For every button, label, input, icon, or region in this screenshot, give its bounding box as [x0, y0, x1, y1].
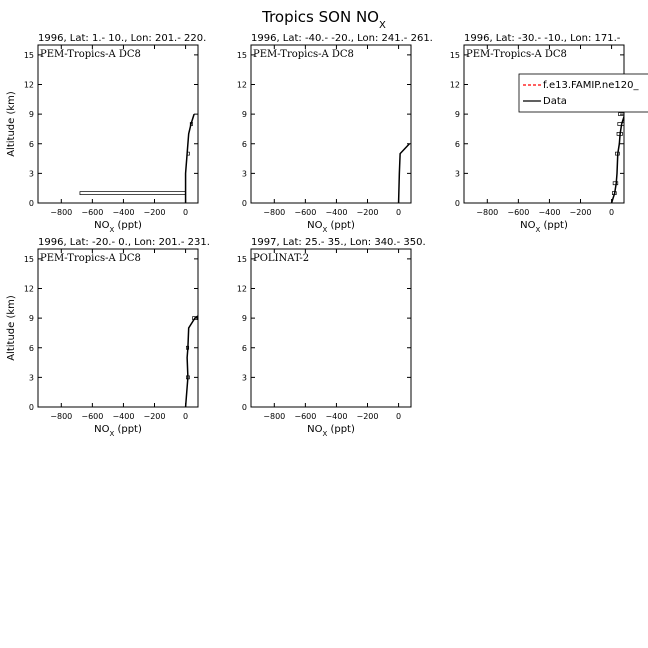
- x-axis-label: $NO_X$ (ppt): [94, 424, 142, 438]
- x-axis-label: $NO_X$ (ppt): [307, 220, 355, 234]
- y-tick-label: 15: [236, 50, 247, 60]
- x-tick-label: −600: [294, 412, 317, 421]
- y-axis-label: Altitude (km): [6, 91, 17, 157]
- campaign-label: PEM-Tropics-A DC8: [253, 49, 354, 60]
- panel-3: [450, 33, 634, 234]
- x-axis-label: $NO_X$ (ppt): [520, 220, 568, 234]
- x-tick-label: 0: [396, 208, 402, 217]
- panels: [6, 33, 648, 438]
- y-tick-label: 3: [241, 169, 247, 179]
- panel-4: [6, 237, 214, 438]
- y-tick-label: 6: [28, 343, 34, 353]
- x-tick-label: −200: [356, 412, 379, 421]
- x-axis-label: $NO_X$ (ppt): [307, 424, 355, 438]
- y-tick-label: 15: [236, 254, 247, 264]
- y-axis-label: Altitude (km): [6, 295, 17, 361]
- x-tick-label: −200: [356, 208, 379, 217]
- y-tick-label: 0: [28, 403, 34, 412]
- y-tick-label: 0: [241, 199, 247, 208]
- data-layer: [612, 103, 634, 203]
- campaign-label: PEM-Tropics-A DC8: [466, 49, 567, 60]
- range-bar: [204, 307, 214, 310]
- y-tick-label: 3: [28, 373, 34, 383]
- y-tick-label: 6: [28, 139, 34, 149]
- figure-title: Tropics SON $NO_X$: [262, 8, 386, 31]
- panel-1: [6, 33, 206, 234]
- range-bar: [80, 192, 186, 195]
- campaign-label: PEM-Tropics-A DC8: [40, 253, 141, 264]
- y-tick-label: 12: [236, 284, 247, 294]
- panel-5: [237, 237, 426, 438]
- x-tick-label: −800: [263, 412, 286, 421]
- x-tick-label: −600: [507, 208, 530, 217]
- x-tick-label: −600: [81, 412, 104, 421]
- plot-frame: [251, 45, 411, 203]
- legend: [519, 74, 648, 112]
- campaign-label: PEM-Tropics-A DC8: [40, 49, 141, 60]
- data-layer: [80, 114, 194, 203]
- plot-frame: [464, 45, 624, 203]
- plot-frame: [251, 249, 411, 407]
- series-line-data: [186, 114, 195, 203]
- panel-title: 1997, Lat: 25.- 35., Lon: 340.- 350.: [251, 237, 426, 248]
- y-tick-label: 12: [449, 80, 460, 90]
- y-tick-label: 6: [454, 139, 460, 149]
- x-tick-label: −800: [476, 208, 499, 217]
- panel-title: 1996, Lat: -30.- -10., Lon: 171.-: [464, 33, 621, 44]
- x-tick-label: −400: [325, 412, 348, 421]
- data-layer: [186, 307, 215, 407]
- y-tick-label: 12: [236, 80, 247, 90]
- x-tick-label: −400: [538, 208, 561, 217]
- y-tick-label: 12: [23, 80, 34, 90]
- panel-title: 1996, Lat: -20.- 0., Lon: 201.- 231.: [38, 237, 210, 248]
- plot-frame: [38, 249, 198, 407]
- x-tick-label: 0: [183, 208, 189, 217]
- x-tick-label: −800: [50, 208, 73, 217]
- x-tick-label: −200: [143, 412, 166, 421]
- x-tick-label: 0: [396, 412, 402, 421]
- y-tick-label: 0: [241, 403, 247, 412]
- x-tick-label: −600: [294, 208, 317, 217]
- y-tick-label: 3: [28, 169, 34, 179]
- panel-title: 1996, Lat: -40.- -20., Lon: 241.- 261.: [251, 33, 433, 44]
- x-tick-label: −200: [143, 208, 166, 217]
- panel-2: [237, 33, 433, 234]
- y-tick-label: 3: [241, 373, 247, 383]
- y-tick-label: 6: [241, 139, 247, 149]
- y-tick-label: 15: [23, 254, 34, 264]
- x-tick-label: −400: [112, 208, 135, 217]
- legend-label: f.e13.FAMIP.ne120_: [543, 80, 639, 91]
- y-tick-label: 9: [241, 110, 247, 120]
- y-tick-label: 9: [454, 110, 460, 120]
- y-tick-label: 0: [454, 199, 460, 208]
- x-tick-label: −400: [325, 208, 348, 217]
- campaign-label: POLINAT-2: [253, 253, 310, 264]
- x-tick-label: 0: [183, 412, 189, 421]
- x-tick-label: −800: [50, 412, 73, 421]
- legend-label: Data: [543, 96, 567, 107]
- x-tick-label: −800: [263, 208, 286, 217]
- y-tick-label: 15: [449, 50, 460, 60]
- series-line-data: [186, 308, 209, 407]
- y-tick-label: 9: [241, 314, 247, 324]
- y-tick-label: 9: [28, 314, 34, 324]
- y-tick-label: 9: [28, 110, 34, 120]
- y-tick-label: 15: [23, 50, 34, 60]
- panel-title: 1996, Lat: 1.- 10., Lon: 201.- 220.: [38, 33, 207, 44]
- y-tick-label: 12: [23, 284, 34, 294]
- x-tick-label: −400: [112, 412, 135, 421]
- y-tick-label: 6: [241, 343, 247, 353]
- x-tick-label: −600: [81, 208, 104, 217]
- y-tick-label: 3: [454, 169, 460, 179]
- x-axis-label: $NO_X$ (ppt): [94, 220, 142, 234]
- x-tick-label: −200: [569, 208, 592, 217]
- plot-frame: [38, 45, 198, 203]
- x-tick-label: 0: [609, 208, 615, 217]
- y-tick-label: 0: [28, 199, 34, 208]
